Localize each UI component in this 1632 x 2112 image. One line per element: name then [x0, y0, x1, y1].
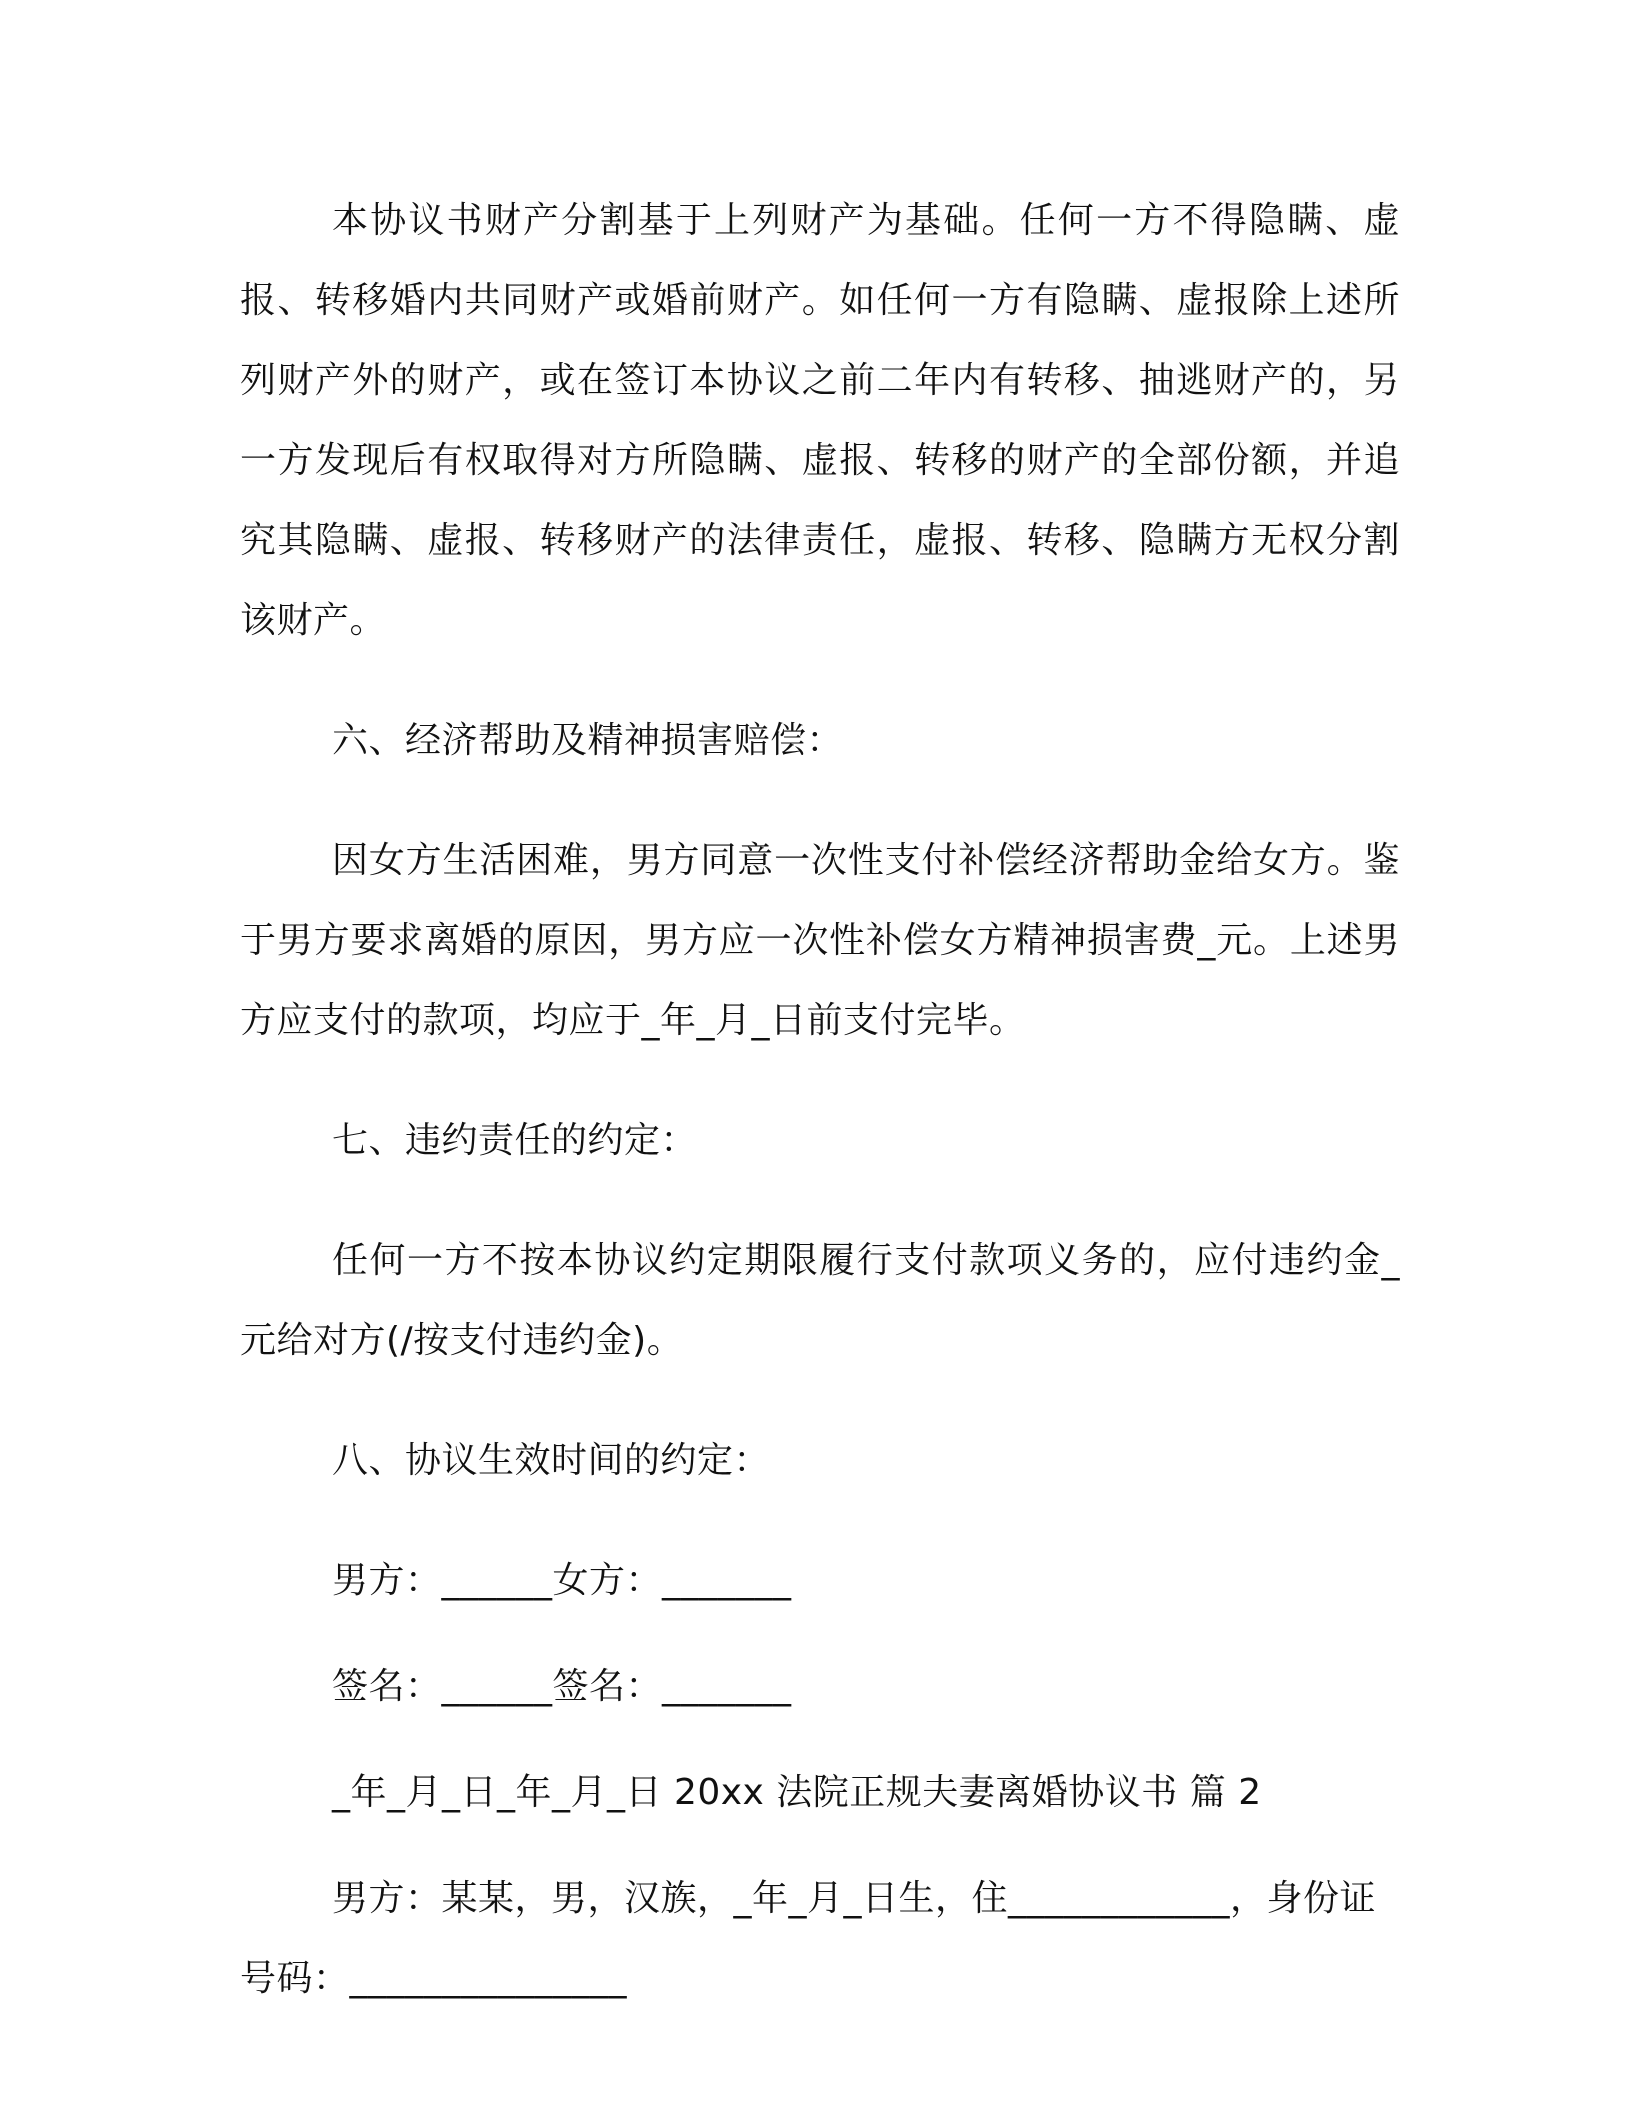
- male-party-info: 男方：某某，男，汉族，_年_月_日生，住____________，身份证号码：_______________: [240, 1878, 1377, 1999]
- section-seven-heading: 七、违约责任的约定：: [332, 1120, 698, 1161]
- signature-names-line: 签名：______签名：_______: [332, 1666, 792, 1707]
- date-and-title-line: _年_月_日_年_月_日 20xx 法院正规夫妻离婚协议书 篇 2: [332, 1772, 1262, 1813]
- property-division-paragraph: 本协议书财产分割基于上列财产为基础。任何一方不得隐瞒、虚报、转移婚内共同财产或婚前财产。如任何一方有隐瞒、虚报除上述所列财产外的财产，或在签订本协议之前二年内有转移、抽逃财产的，另一方发现后有权取得对方所隐瞒、虚报、转移的财产的全部份额，并追究其隐瞒、虚报、转移财产的法律责任，虚报、转移、隐瞒方无权分割该财产。: [240, 200, 1400, 641]
- economic-compensation-paragraph: 因女方生活困难，男方同意一次性支付补偿经济帮助金给女方。鉴于男方要求离婚的原因，男方应一次性补偿女方精神损害费_元。上述男方应支付的款项，均应于_年_月_日前支付完毕。: [240, 840, 1400, 1041]
- breach-liability-paragraph: 任何一方不按本协议约定期限履行支付款项义务的，应付违约金_元给对方(/按支付违约金)。: [240, 1240, 1400, 1361]
- signature-parties-line: 男方：______女方：_______: [332, 1560, 792, 1601]
- section-six-heading: 六、经济帮助及精神损害赔偿：: [332, 720, 844, 761]
- document-body: [240, 181, 1400, 2045]
- section-eight-heading: 八、协议生效时间的约定：: [332, 1440, 771, 1481]
